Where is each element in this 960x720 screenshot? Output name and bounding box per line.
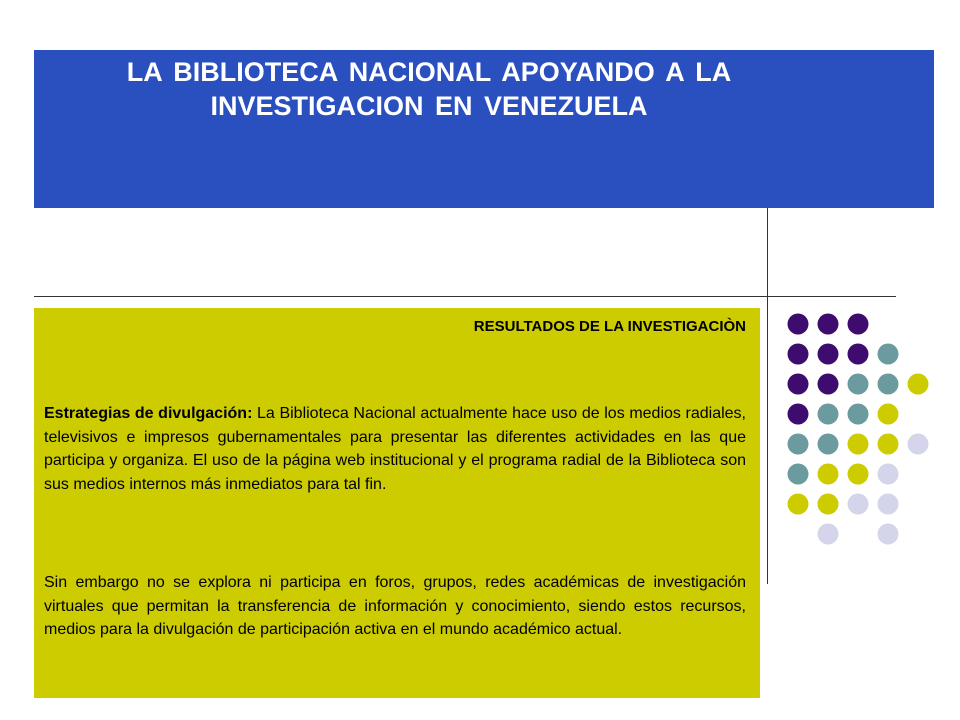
decorative-dot: [878, 344, 899, 365]
decorative-dot: [788, 464, 809, 485]
decorative-dot: [788, 494, 809, 515]
paragraph-however: Sin embargo no se explora ni participa en foros, grupos, redes académicas de investigación virtuales que permitan la transferencia de información y conocimiento, siendo estos recursos, medios para la divulgación de participación activa en el mundo académico actual.: [44, 574, 746, 638]
slide-title-line-1: LA BIBLIOTECA NACIONAL APOYANDO A LA: [126, 57, 732, 87]
content-panel: [34, 308, 760, 698]
decorative-dot: [848, 344, 869, 365]
decorative-dot: [878, 494, 899, 515]
slide-title: [34, 55, 824, 123]
decorative-dot: [788, 314, 809, 335]
decorative-dot: [908, 434, 929, 455]
decorative-dot: [818, 494, 839, 515]
vertical-divider: [767, 208, 768, 584]
decorative-dot: [788, 404, 809, 425]
paragraph-strategies: [44, 402, 746, 496]
decorative-dot: [878, 404, 899, 425]
decorative-dot: [848, 494, 869, 515]
dot-grid-svg: [780, 306, 930, 556]
decorative-dot: [818, 314, 839, 335]
decorative-dot: [848, 314, 869, 335]
decorative-dot: [788, 344, 809, 365]
section-heading: RESULTADOS DE LA INVESTIGACIÒN: [473, 318, 746, 335]
decorative-dot: [818, 374, 839, 395]
decorative-dot: [878, 524, 899, 545]
decorative-dot: [818, 524, 839, 545]
decorative-dot: [818, 464, 839, 485]
decorative-dot: [878, 464, 899, 485]
decorative-dot: [878, 434, 899, 455]
decorative-dot: [788, 374, 809, 395]
decorative-dot: [818, 344, 839, 365]
decorative-dot: [818, 404, 839, 425]
decorative-dot: [878, 374, 899, 395]
decorative-dot: [848, 404, 869, 425]
slide-title-line-2: INVESTIGACION EN VENEZUELA: [210, 91, 648, 121]
decorative-dot: [788, 434, 809, 455]
decorative-dot: [818, 434, 839, 455]
paragraph-lead: Estrategias de divulgación:: [44, 405, 253, 422]
paragraph-body: La Biblioteca Nacional actualmente hace uso de los medios radiales, televisivos e impresos gubernamentales para presentar las diferentes actividades en las que participa y organiza. El uso de la página web institucional y el programa radial de la Biblioteca son sus medios internos más inmediatos para tal fin.: [44, 405, 746, 493]
decorative-dot: [848, 434, 869, 455]
decorative-dot: [848, 464, 869, 485]
decorative-dot: [908, 374, 929, 395]
decorative-dot: [848, 374, 869, 395]
